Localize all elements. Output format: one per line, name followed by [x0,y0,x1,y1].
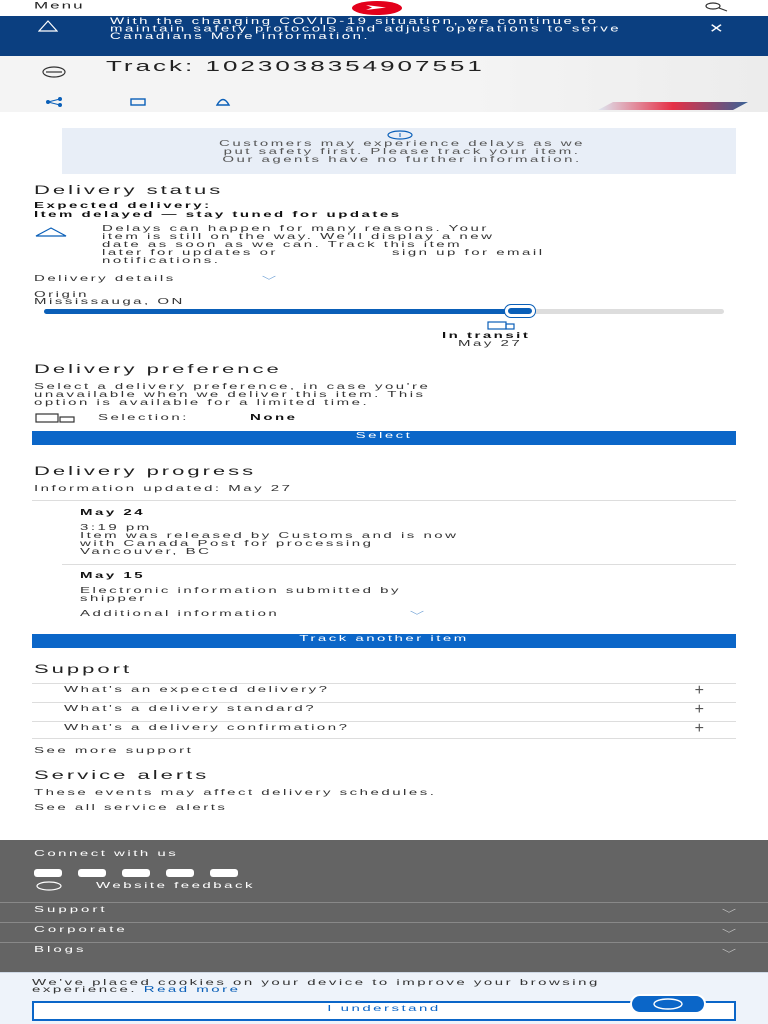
delivery-preference-heading: Delivery preference [34,362,282,376]
facebook-icon[interactable] [34,869,62,877]
chevron-down-icon[interactable]: ﹀ [410,610,424,620]
tracking-header [0,56,768,112]
package-icon [40,66,68,78]
chevron-down-icon: ﹀ [722,948,736,958]
signup-link[interactable]: notifications. [102,256,221,266]
faq-label: What's a delivery standard? [64,704,317,714]
delay-message: date as soon as we can. Track this item [102,240,463,250]
signup-link[interactable]: sign up for email [392,248,545,258]
faq-item[interactable] [32,683,736,701]
top-bar [0,0,768,16]
see-more-support-link[interactable]: See more support [34,746,194,756]
footer [0,840,768,980]
select-button[interactable] [32,431,736,445]
cookie-text: We've placed cookies on your device to improve your browsing [32,977,600,988]
youtube-icon[interactable] [210,869,238,877]
i-understand-label: I understand [327,1004,441,1014]
footer-section-label: Support [34,905,108,915]
connect-heading: Connect with us [34,849,179,859]
tracking-number: Track: 1023038354907551 [106,56,485,75]
warning-icon [38,20,58,32]
preference-text: Select a delivery preference, in case you're [34,382,431,392]
chevron-down-icon: ﹀ [722,908,736,918]
step-label: In transit [442,331,531,341]
plus-icon: + [694,701,704,718]
bell-icon[interactable] [213,94,233,104]
updated-text: Information updated: May 27 [34,484,293,494]
faq-item[interactable] [32,721,736,739]
step-date: May 27 [458,339,523,349]
notice-line: Customers may experience delays as we [219,138,585,149]
origin-value: Mississauga, ON [34,297,185,307]
event-place: Vancouver, BC [80,547,212,557]
delivery-progress-heading: Delivery progress [34,464,257,478]
preference-text: unavailable when we deliver this item. This [34,390,426,400]
feedback-icon [34,881,64,891]
delay-message: Delays can happen for many reasons. Your [102,224,489,234]
delivery-status-heading: Delivery status [34,183,224,197]
banner-text: With the changing COVID-19 situation, we continue to maintain safety protocols and adjust operations to serve Canadians More information. [110,16,622,42]
additional-info-link[interactable]: Additional information [80,609,280,619]
track-another-label: Track another item [299,634,469,644]
footer-section-label: Corporate [34,925,128,935]
event-desc: Item was released by Customs and is now [80,531,459,541]
close-icon[interactable]: ✕ [708,21,724,36]
share-icon[interactable] [44,94,64,104]
event-date: May 15 [80,571,146,581]
expected-label: Expected delivery: [34,201,212,211]
origin-label: Origin [34,290,90,300]
select-button-label: Select [355,431,413,441]
selection-value: None [250,413,298,423]
footer-section[interactable] [0,922,768,942]
progress-fill [44,309,520,314]
notice-line: Our agents have no further information. [222,154,582,165]
delay-notice [62,128,736,174]
expected-value: Item delayed — stay tuned for updates [34,210,402,220]
divider [62,564,736,565]
instagram-icon[interactable] [122,869,150,877]
delay-message: later for updates or [102,248,278,258]
print-icon[interactable] [128,94,148,104]
warning-icon [34,227,68,237]
search-icon[interactable] [702,2,730,12]
social-links [34,864,254,882]
event-desc: shipper [80,594,147,604]
truck-icon [486,321,518,331]
notice-line: put safety first. Please track your item. [223,146,581,157]
footer-section[interactable] [0,902,768,922]
mailbox-icon [34,412,78,424]
decorative-stripe [598,102,748,110]
cookie-text: experience. [32,984,138,995]
chat-button[interactable] [630,994,706,1014]
faq-label: What's a delivery confirmation? [64,723,350,733]
selection-label: Selection: [98,413,189,423]
preference-text: option is available for a limited time. [34,398,370,408]
faq-label: What's an expected delivery? [64,685,330,695]
covid-banner [0,16,768,56]
delivery-details-link[interactable]: Delivery details [34,274,176,284]
track-another-button[interactable] [32,634,736,648]
menu-button[interactable]: Menu [34,0,85,11]
read-more-link[interactable]: Read more [143,984,241,995]
plus-icon: + [694,682,704,699]
alerts-text: These events may affect delivery schedules. [34,788,437,798]
linkedin-icon[interactable] [166,869,194,877]
faq-item[interactable] [32,702,736,720]
website-feedback-link[interactable]: Website feedback [96,881,255,891]
footer-section[interactable] [0,942,768,962]
canada-post-logo[interactable] [352,1,402,15]
service-alerts-heading: Service alerts [34,768,210,782]
event-date: May 24 [80,508,146,518]
progress-marker [505,305,535,317]
event-desc: with Canada Post for processing [80,539,374,549]
chevron-down-icon: ﹀ [722,928,736,938]
delay-message: item is still on the way. We'll display a new [102,232,495,242]
divider [32,500,736,501]
footer-section-label: Blogs [34,945,87,955]
chevron-down-icon[interactable]: ﹀ [262,275,276,285]
plus-icon: + [694,720,704,737]
twitter-icon[interactable] [78,869,106,877]
event-time: 3:19 pm [80,523,152,533]
see-all-alerts-link[interactable]: See all service alerts [34,803,228,813]
chat-icon [632,996,704,1012]
event-desc: Electronic information submitted by [80,586,401,596]
support-heading: Support [34,662,133,676]
